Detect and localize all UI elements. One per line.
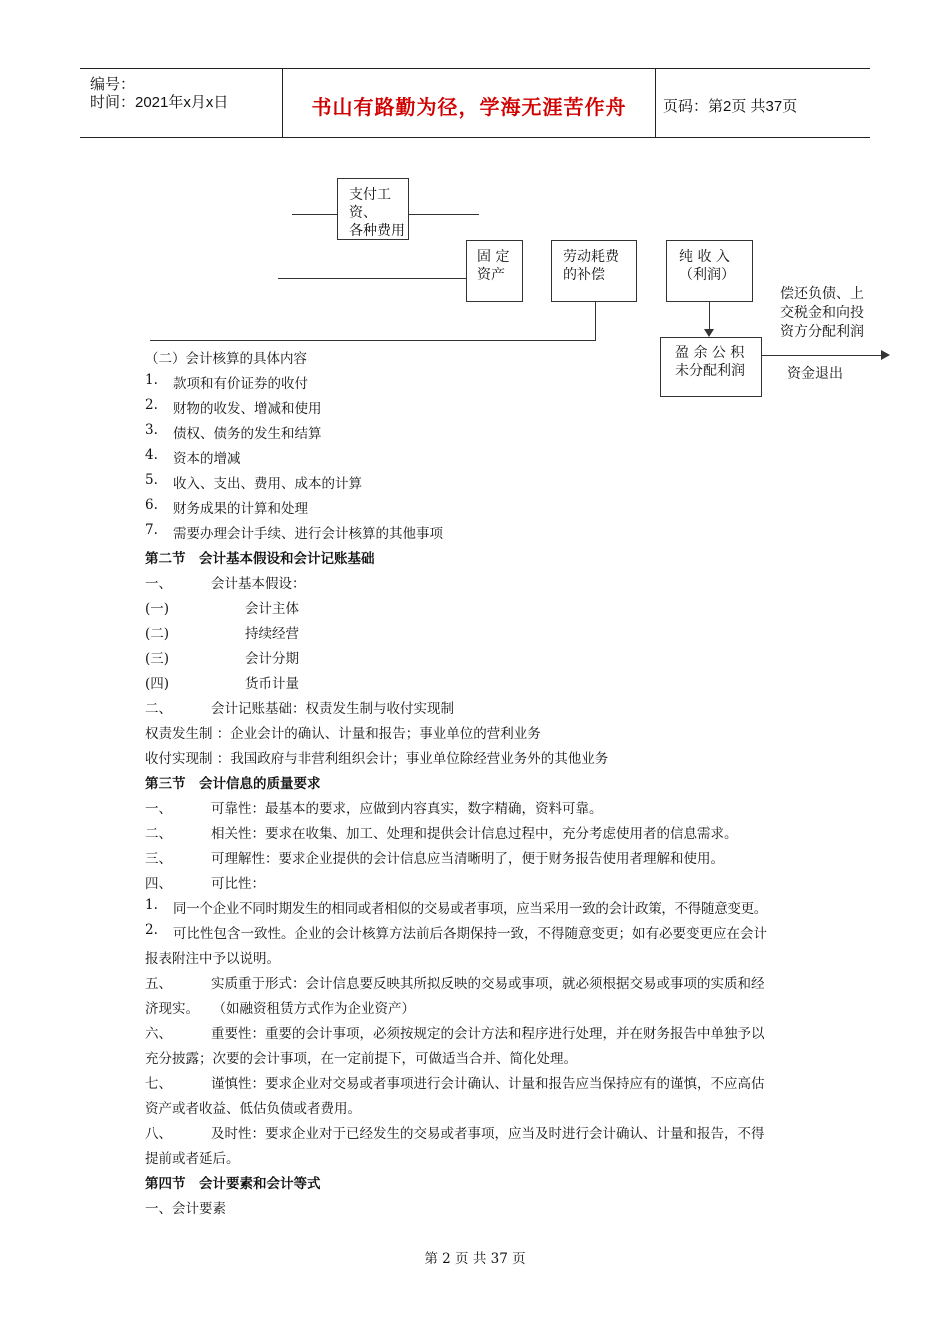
section-3-title: 第三节 会计信息的质量要求	[145, 776, 321, 792]
section-intro: （二）会计核算的具体内容	[145, 351, 307, 367]
quality-item: 七、 谨慎性：要求企业对交易或者事项进行会计确认、计量和报告应当保持应有的谨慎，不应高估	[145, 1076, 765, 1092]
date-label: 时间：2021年x月x日	[90, 94, 229, 111]
arrow-line	[709, 302, 710, 330]
assumption-item: (四) 货币计量	[145, 676, 299, 692]
connector-line	[278, 278, 466, 279]
quality-item: 五、 实质重于形式：会计信息要反映其所拟反映的交易或事项，就必须根据交易或事项的实质和经	[145, 976, 765, 992]
surplus-box: 盈 余 公 积 未分配利润	[660, 337, 762, 397]
arrow-right-icon	[881, 350, 890, 360]
quality-item: 二、 相关性：要求在收集、加工、处理和提供会计信息过程中，充分考虑使用者的信息需求。	[145, 826, 738, 842]
s2-heading-a: 一、 会计基本假设：	[145, 576, 306, 592]
cash-basis: 收付实现制 ：我国政府与非营利组织会计；事业单位除经营业务外的其他业务	[145, 751, 609, 767]
arrow-down-icon	[704, 329, 714, 337]
exit-label: 资金退出	[787, 366, 843, 382]
comparability-point: 2. 可比性包含一致性。企业的会计核算方法前后各期保持一致，不得随意变更；如有必要变更应在会计	[145, 922, 767, 942]
labor-compensation-box: 劳动耗费 的补偿	[551, 240, 637, 302]
s4-subheading: 一、会计要素	[145, 1201, 226, 1217]
paragraph-continuation: 济现实。 （如融资租赁方式作为企业资产）	[145, 1001, 415, 1017]
connector-line	[409, 214, 479, 215]
assumption-item: (一) 会计主体	[145, 601, 299, 617]
list-item: 2. 财物的收发、增减和使用	[145, 397, 322, 417]
quality-item: 八、 及时性：要求企业对于已经发生的交易或者事项，应当及时进行会计确认、计量和报告，不得	[145, 1126, 765, 1142]
number-label: 编号：	[90, 76, 136, 93]
connector-line	[150, 340, 596, 341]
paragraph-continuation: 充分披露；次要的会计事项，在一定前提下，可做适当合并、简化处理。	[145, 1051, 577, 1067]
page-header	[80, 68, 870, 138]
header-motto-cell	[282, 69, 656, 137]
list-item: 6. 财务成果的计算和处理	[145, 497, 308, 517]
list-item: 7. 需要办理会计手续、进行会计核算的其他事项	[145, 522, 443, 542]
paragraph-continuation: 提前或者延后。	[145, 1151, 240, 1167]
section-2-title: 第二节 会计基本假设和会计记账基础	[145, 551, 375, 567]
connector-line	[292, 214, 337, 215]
header-left-cell	[80, 69, 282, 137]
quality-item: 三、 可理解性：要求企业提供的会计信息应当清晰明了，便于财务报告使用者理解和使用。	[145, 851, 724, 867]
comparability-point: 1. 同一个企业不同时期发生的相同或者相似的交易或者事项，应当采用一致的会计政策，不得随意变更。	[145, 897, 767, 917]
header-right-cell	[655, 69, 870, 137]
motto: 书山有路勤为径，学海无涯苦作舟	[311, 95, 627, 119]
wages-box: 支付工资、 各种费用	[337, 178, 409, 240]
assumption-item: (三) 会计分期	[145, 651, 299, 667]
list-item: 3. 债权、债务的发生和结算	[145, 422, 322, 442]
quality-item: 四、 可比性：	[145, 876, 265, 892]
list-item: 1. 款项和有价证券的收付	[145, 372, 308, 392]
section-4-title: 第四节 会计要素和会计等式	[145, 1176, 321, 1192]
quality-item: 一、 可靠性：最基本的要求，应做到内容真实，数字精确，资料可靠。	[145, 801, 603, 817]
net-income-box: 纯 收 入 （利润）	[666, 240, 753, 302]
quality-item: 六、 重要性：重要的会计事项，必须按规定的会计方法和程序进行处理，并在财务报告中单独予以	[145, 1026, 765, 1042]
side-note: 偿还负债、上 交税金和向投 资方分配利润	[780, 286, 864, 340]
paragraph-continuation: 报表附注中予以说明。	[145, 951, 280, 967]
assumption-item: (二) 持续经营	[145, 626, 299, 642]
s2-heading-b: 二、 会计记账基础：权责发生制与收付实现制	[145, 701, 454, 717]
list-item: 4. 资本的增减	[145, 447, 241, 467]
paragraph-continuation: 资产或者收益、低估负债或者费用。	[145, 1101, 361, 1117]
page-label: 页码：第2页 共37页	[663, 98, 798, 115]
exit-arrow-line	[762, 355, 882, 356]
accrual-basis: 权责发生制 ：企业会计的确认、计量和报告；事业单位的营利业务	[145, 726, 541, 742]
page-footer: 第 2 页 共 37 页	[424, 1251, 526, 1267]
fixed-assets-box: 固 定 资产	[466, 240, 523, 302]
connector-line	[595, 302, 596, 340]
list-item: 5. 收入、支出、费用、成本的计算	[145, 472, 362, 492]
